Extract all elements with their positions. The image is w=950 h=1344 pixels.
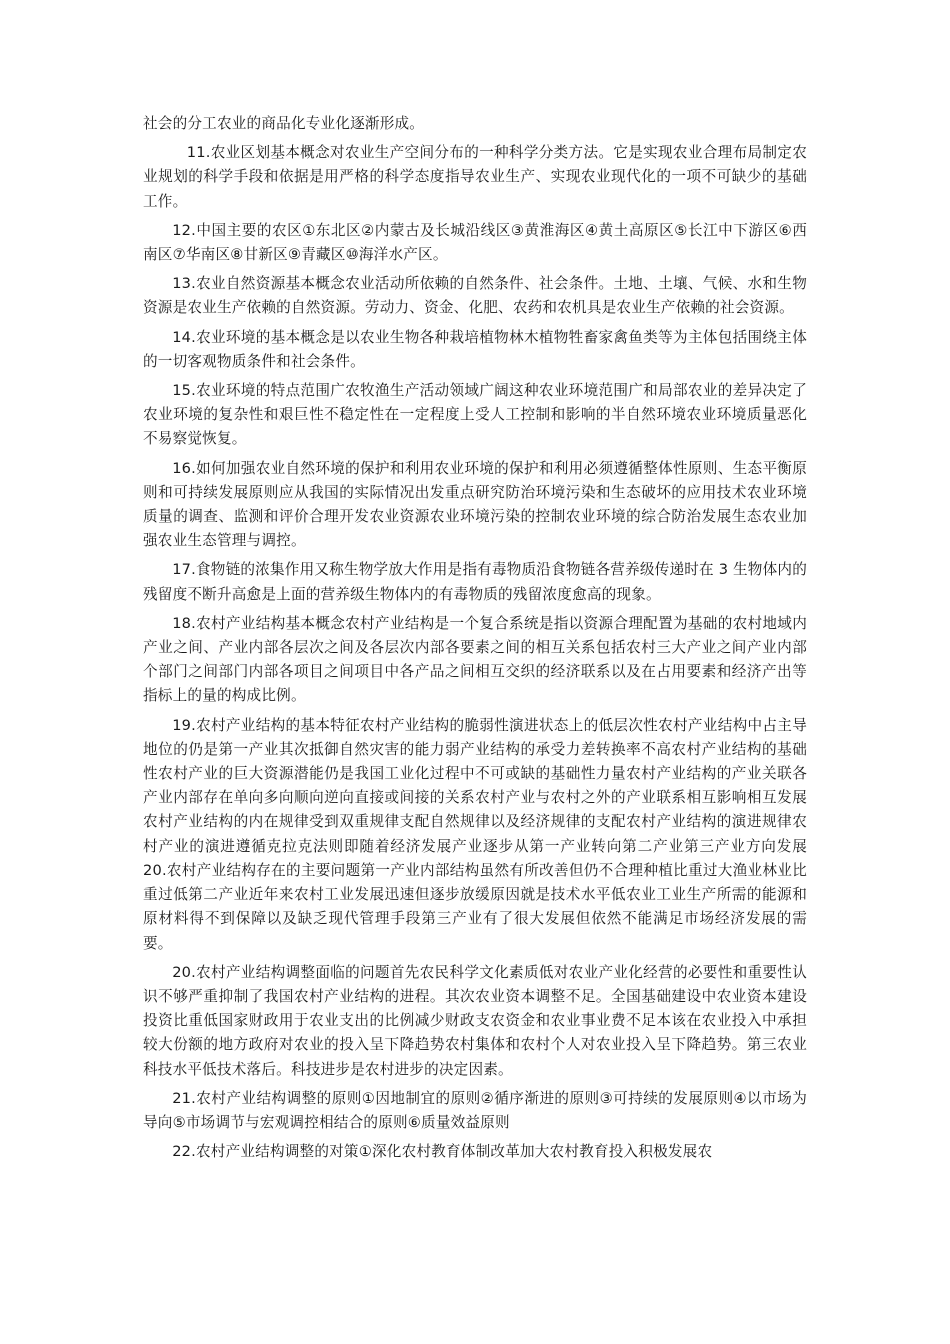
paragraph-15: 15.农业环境的特点范围广农牧渔生产活动领域广阔这种农业环境范围广和局部农业的差异决定了农业环境的复杂性和艰巨性不稳定性在一定程度上受人工控制和影响的半自然环境农业环境质量恶化不易察觉恢复。 (143, 382, 807, 448)
paragraph-17: 17.食物链的浓集作用又称生物学放大作用是指有毒物质沿食物链各营养级传递时在 3 生物体内的残留度不断升高愈是上面的营养级生物体内的有毒物质的残留浓度愈高的现象。 (143, 561, 807, 603)
paragraph-14: 14.农业环境的基本概念是以农业生物各种栽培植物林木植物牲畜家禽鱼类等为主体包括围绕主体的一切客观物质条件和社会条件。 (143, 328, 807, 370)
paragraph-18: 18.农村产业结构基本概念农村产业结构是一个复合系统是指以资源合理配置为基础的农村地域内产业之间、产业内部各层次之间及各层次内部各要素之间的相互关系包括农村三大产业之间产业内部个部门之间部门内部各项目之间项目中各产品之间相互交织的经济联系以及在占用要素和经济产出等指标上的量的构成比例。 (143, 614, 807, 705)
paragraph-16: 16.如何加强农业自然环境的保护和利用农业环境的保护和利用必须遵循整体性原则、生态平衡原则和可持续发展原则应从我国的实际情况出发重点研究防治环境污染和生态破坏的应用技术农业环境质量的调查、监测和评价合理开发农业资源农业环境污染的控制农业环境的综合防治发展生态农业加强农业生态管理与调控。 (143, 459, 807, 550)
paragraph-13: 13.农业自然资源基本概念农业活动所依赖的自然条件、社会条件。土地、土壤、气候、水和生物资源是农业生产依赖的自然资源。劳动力、资金、化肥、农药和农机具是农业生产依赖的社会资源。 (143, 275, 807, 317)
paragraph-22: 22.农村产业结构调整的对策①深化农村教育体制改革加大农村教育投入积极发展农 (172, 1143, 713, 1161)
paragraph-19: 19.农村产业结构的基本特征农村产业结构的脆弱性演进状态上的低层次性农村产业结构中占主导地位的仍是第一产业其次抵御自然灾害的能力弱产业结构的承受力差转换率不高农村产业结构的基础性农村产业的巨大资源潜能仍是我国工业化过程中不可或缺的基础性力量农村产业结构的产业关联各产业内部存在单向多向顺向逆向直接或间接的关系农村产业与农村之外的产业联系相互影响相互发展农村产业结构的内在规律受到双重规律支配自然规律以及经济规律的支配农村产业结构的演进规律农村产业的演进遵循克拉克法则即随着经济发展产业逐步从第一产业转向第二产业第三产业方向发展 20.农村产业结构存在的主要问题第一产业内部结构虽然有所改善但仍不合理种植比重过大渔业林业比重过低第二产业近年来农村工业发展迅速但逐步放缓原因就是技术水平低农业工业生产所需的能源和原材料得不到保障以及缺乏现代管理手段第三产业有了很大发展但依然不能满足市场经济发展的需要。 (143, 716, 807, 952)
paragraph-11: 11.农业区划基本概念对农业生产空间分布的一种科学分类方法。它是实现农业合理布局制定农业规划的科学手段和依据是用严格的科学态度指导农业生产、实现农业现代化的一项不可缺少的基础工作。 (143, 144, 807, 210)
document-page (143, 112, 807, 1169)
paragraph-12: 12.中国主要的农区①东北区②内蒙古及长城沿线区③黄淮海区④黄土高原区⑤长江中下游区⑥西南区⑦华南区⑧甘新区⑨青藏区⑩海洋水产区。 (143, 221, 807, 264)
paragraph-continuation: 社会的分工农业的商品化专业化逐渐形成。 (143, 115, 425, 132)
paragraph-20: 20.农村产业结构调整面临的问题首先农民科学文化素质低对农业产业化经营的必要性和重要性认识不够严重抑制了我国农村产业结构的进程。其次农业资本调整不足。全国基础建设中农业资本建设投资比重低国家财政用于农业支出的比例减少财政支农资金和农业事业费不足本该在农业投入中承担较大份额的地方政府对农业的投入呈下降趋势农村集体和农村个人对农业投入呈下降趋势。第三农业科技水平低技术落后。科技进步是农村进步的决定因素。 (143, 963, 807, 1078)
paragraph-21: 21.农村产业结构调整的原则①因地制宜的原则②循序渐进的原则③可持续的发展原则④以市场为导向⑤市场调节与宏观调控相结合的原则⑥质量效益原则 (143, 1089, 807, 1131)
